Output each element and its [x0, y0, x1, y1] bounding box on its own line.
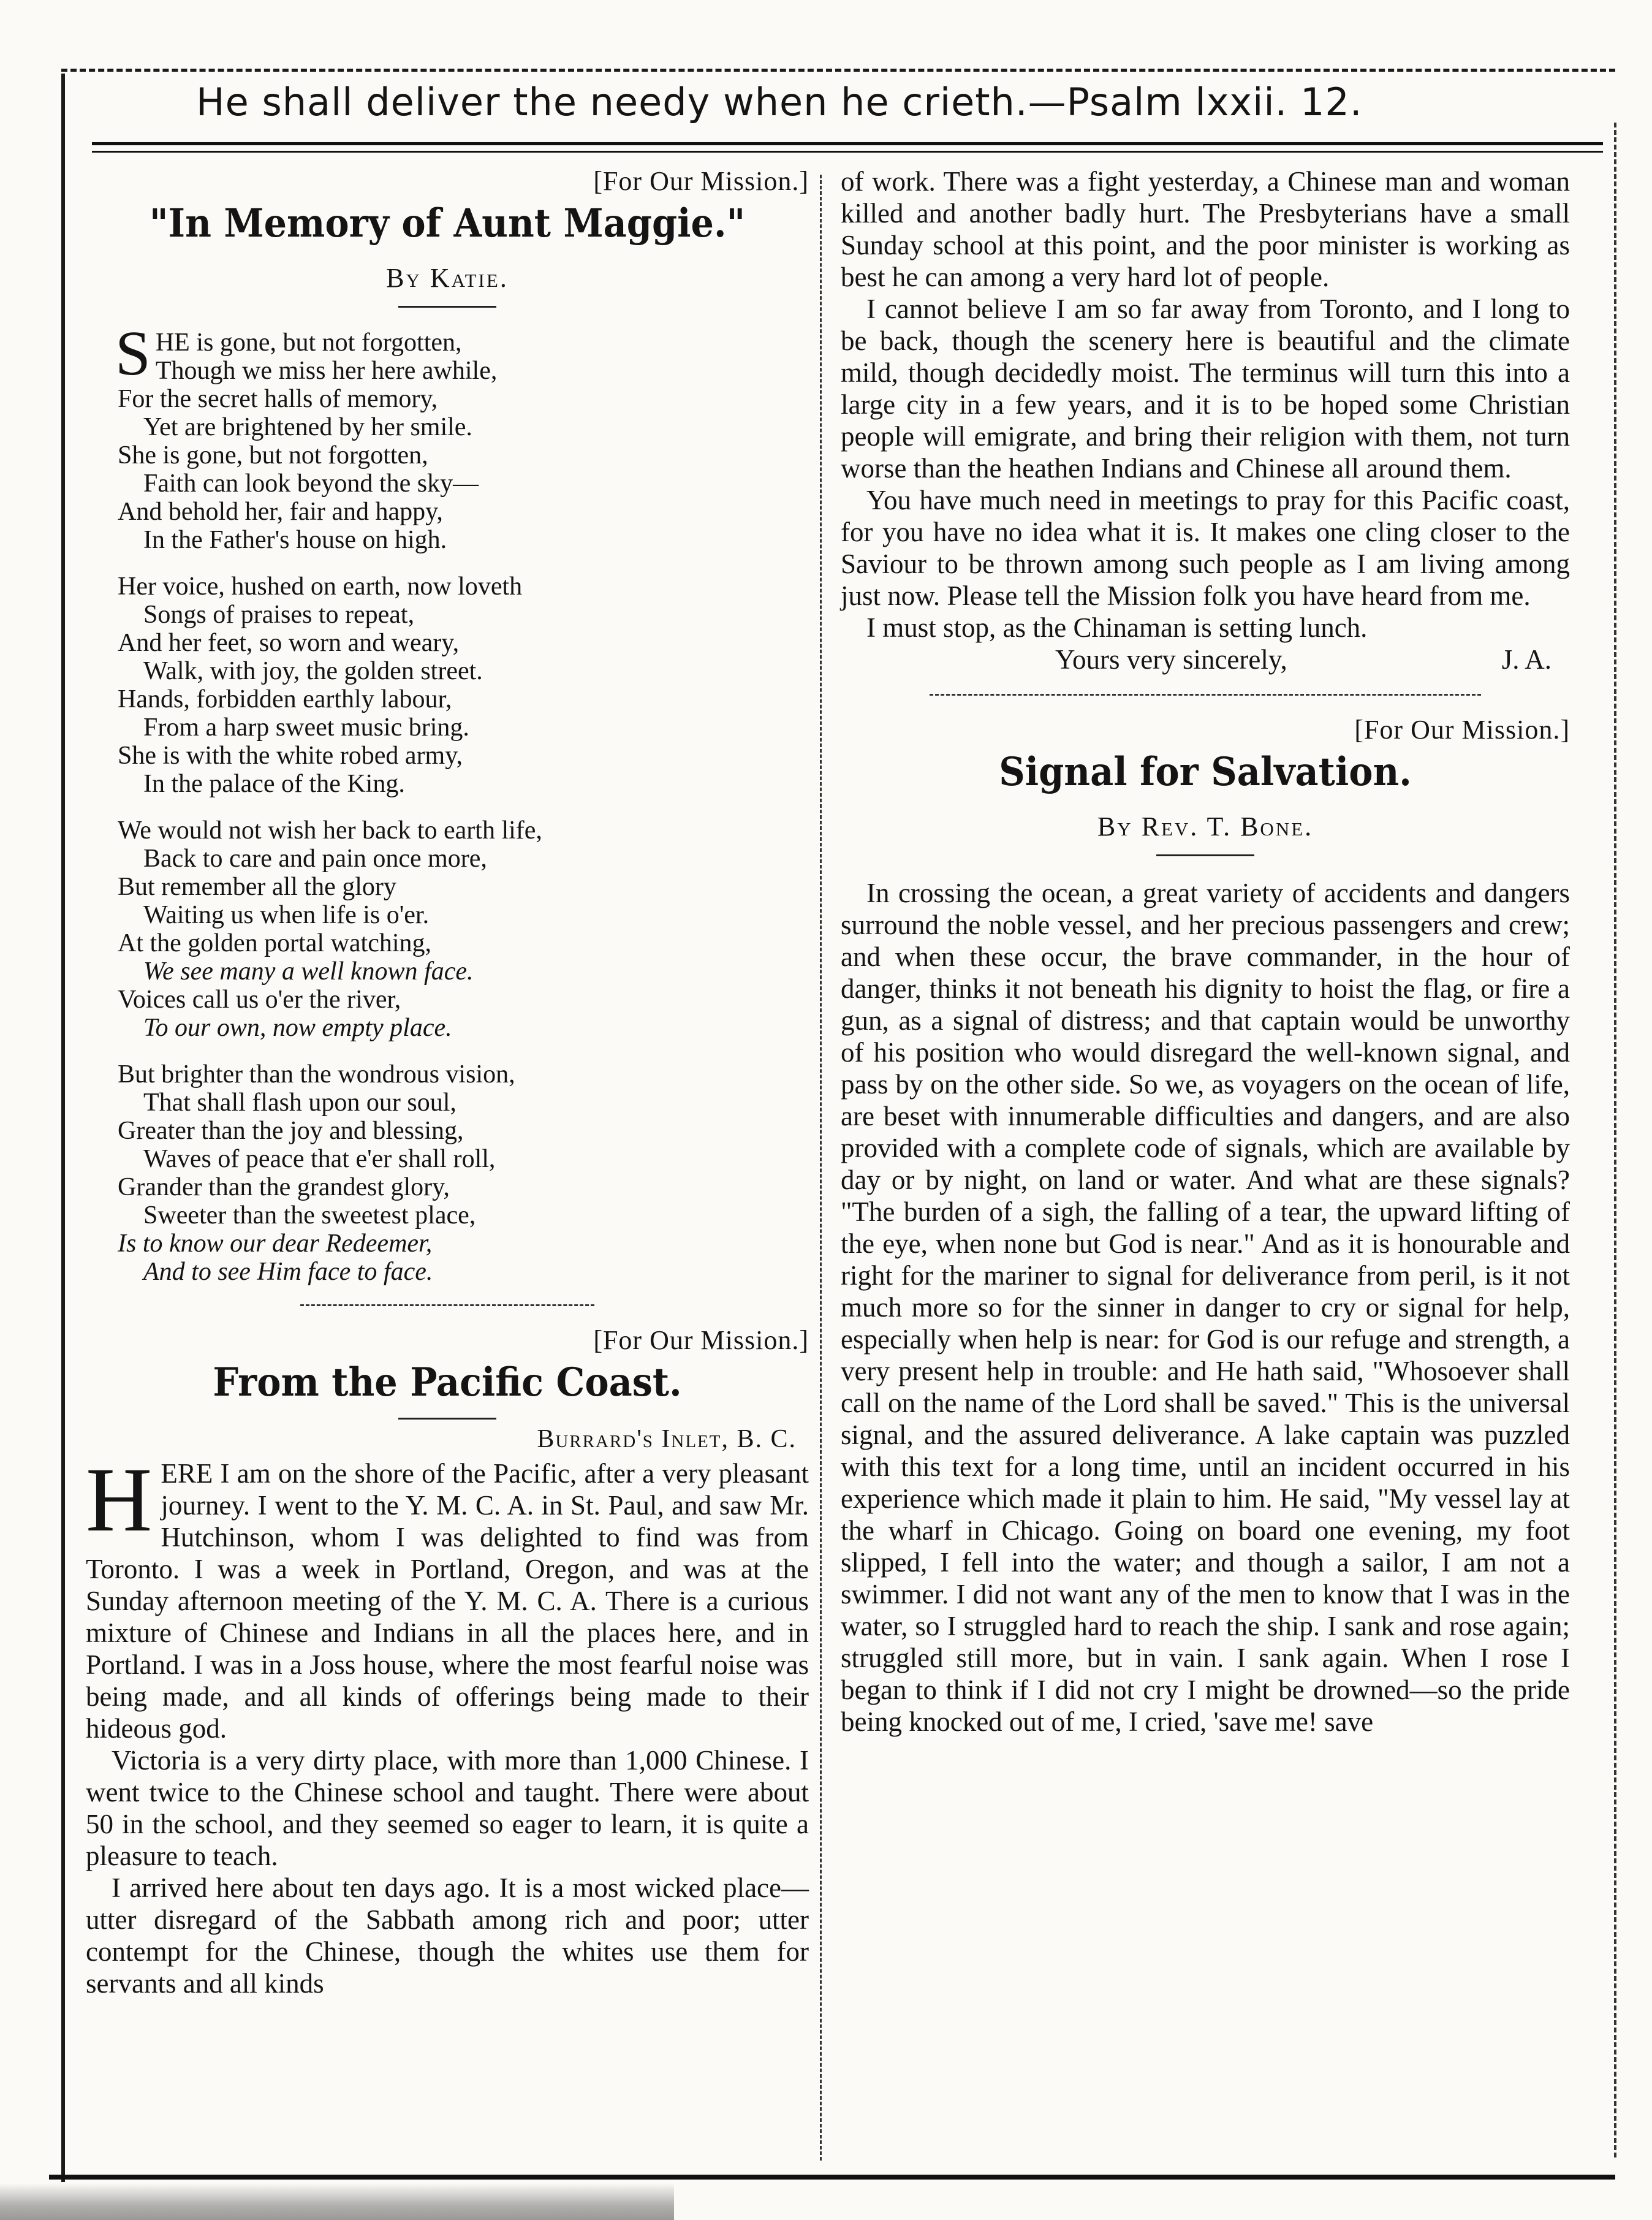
- paragraph: I cannot believe I am so far away from Toronto, and I long to be back, though the scenery here is beautiful and the climate mild, though decidedly moist. The terminus will turn this into a large city in a few years, and it is to be hoped some Christian people will emigrate, and bring their religion with them, not turn worse than the heathen Indians and Chinese all around them.: [841, 294, 1570, 484]
- article-separator: [930, 694, 1481, 696]
- poem-line: Faith can look beyond the sky—: [143, 469, 479, 498]
- poem-line: Greater than the joy and blessing,: [118, 1117, 464, 1145]
- page-border-top: [61, 69, 1615, 72]
- poem-stanza: [118, 572, 809, 798]
- left-column: [86, 165, 809, 1999]
- page-header-verse: He shall deliver the needy when he crieth.—Psalm lxxii. 12.: [196, 80, 1363, 124]
- poem-line: She is with the white robed army,: [118, 742, 463, 770]
- dateline: Burrard's Inlet, B. C.: [537, 1425, 797, 1453]
- poem-line: But remember all the glory: [118, 873, 396, 901]
- pacific-title: From the Pacific Coast.: [213, 1359, 682, 1405]
- paragraph: I must stop, as the Chinaman is setting lunch.: [866, 612, 1368, 643]
- byline-rule: [398, 306, 496, 308]
- pacific-continued-body: [841, 165, 1570, 644]
- letter-signoff: [1055, 644, 1552, 675]
- paragraph: In crossing the ocean, a great variety of accidents and dangers surround the noble vessel, and her precious passengers and crew; and when these occur, the brave commander, in the hour of danger, thinks it not beneath his dignity to hoist the flag, or fire a gun, as a signal of distress; and that captain would be unworthy of his position who would disregard the well-known signal, and pass by on the other side. So we, as voyagers on the ocean of life, are beset with innumerable difficulties and dangers, and are also provided with a complete code of signals, which are available by day or by night, on land or water. And what are these signals? "The burden of a sigh, the falling of a tear, the upward lifting of the eye, when none but God is near." And as it is honourable and right for the mariner to signal for deliverance from peril, is it not much more so for the sinner in danger to cry or signal for help, especially when help is near: for God is our refuge and strength, a very present help in trouble: and He hath said, "Whosoever shall call on the name of the Lord shall be saved." This is the universal signal, and the assured deliverance. A lake captain was puzzled with this text for a long time, until an incident occurred in his experience which made it plain to him. He said, "My vessel lay at the wharf in Chicago. Going on board one evening, my foot slipped, I fell into the water; and though a sailor, I am not a swimmer. I did not want any of the men to know that I was in the water, so I struggled hard to reach the ship. I sank and rose again; struggled still more, but in vain. I sank again. When I rose I began to think if I did not cry I might be drowned—so the pride being knocked out of me, I cried, 'save me! save: [841, 878, 1570, 1737]
- signal-title: Signal for Salvation.: [999, 749, 1412, 795]
- signal-byline: By Rev. T. Bone.: [1097, 812, 1314, 842]
- poem-line: We would not wish her back to earth life,: [118, 816, 542, 845]
- pacific-article: [86, 1325, 809, 1999]
- paragraph: of work. There was a fight yesterday, a Chinese man and woman killed and another badly hurt. The Presbyterians have a small Sunday school at this point, and the poor minister is working as best he can among a very hard lot of people.: [841, 166, 1570, 292]
- page-border-right: [1614, 123, 1616, 2157]
- poem-line: In the palace of the King.: [143, 770, 405, 798]
- poem-article: [86, 165, 809, 1286]
- poem-line: HE is gone, but not forgotten,: [155, 329, 462, 357]
- pacific-body: [86, 1449, 809, 1999]
- poem-line: Is to know our dear Redeemer,: [118, 1230, 433, 1258]
- header-rule-thin: [92, 151, 1603, 153]
- poem-byline: By Katie.: [386, 263, 509, 293]
- header-rule-thick: [92, 142, 1603, 145]
- poem-line: And to see Him face to face.: [143, 1258, 433, 1286]
- poem-line: Her voice, hushed on earth, now loveth: [118, 572, 523, 601]
- paragraph: HERE I am on the shore of the Pacific, after a very pleasant journey. I went to the Y. M. C. A. in St. Paul, and saw Mr. Hutchinson, whom I was delighted to find was from Toronto. I was a week in Portland, Oregon, and was at the Sunday afternoon meeting of the Y. M. C. A. There is a curious mixture of Chinese and Indians in all the places here, and in Portland. I was in a Joss house, where the most fearful noise was being made, and all kinds of offerings being made to their hideous god.: [86, 1449, 809, 1744]
- poem-line: In the Father's house on high.: [143, 526, 447, 554]
- byline-rule: [1156, 854, 1254, 856]
- drop-cap: H: [86, 1449, 153, 1551]
- poem-line: For the secret halls of memory,: [118, 385, 438, 413]
- poem-line: Walk, with joy, the golden street.: [143, 657, 483, 685]
- drop-cap: S: [115, 318, 151, 389]
- article-separator: [300, 1304, 594, 1306]
- article-tag: [For Our Mission.]: [1354, 715, 1570, 745]
- poem-line: Waiting us when life is o'er.: [143, 901, 430, 929]
- poem-line: But brighter than the wondrous vision,: [118, 1060, 515, 1089]
- poem-line: At the golden portal watching,: [118, 929, 432, 957]
- signal-body: [841, 877, 1570, 1738]
- poem-line: That shall flash upon our soul,: [143, 1089, 457, 1117]
- pacific-continued: [841, 165, 1570, 675]
- scan-shadow: [0, 2183, 674, 2220]
- signal-article: [841, 714, 1570, 1738]
- poem-line: Back to care and pain once more,: [143, 845, 487, 873]
- right-column: [841, 165, 1570, 1738]
- poem-line: Songs of praises to repeat,: [143, 601, 415, 629]
- poem-stanza: [115, 318, 809, 554]
- poem-line: We see many a well known face.: [143, 957, 474, 986]
- page-border-bottom: [49, 2175, 1615, 2180]
- poem-stanza: [118, 1060, 809, 1286]
- title-rule: [398, 1418, 496, 1420]
- poem-body: [115, 318, 809, 1286]
- poem-stanza: [118, 816, 809, 1042]
- page-border-left: [61, 74, 65, 2182]
- article-tag: [For Our Mission.]: [593, 166, 809, 196]
- column-divider: [820, 175, 822, 2161]
- poem-title: "In Memory of Aunt Maggie.": [149, 200, 746, 246]
- poem-line: She is gone, but not forgotten,: [118, 441, 428, 469]
- poem-line: Hands, forbidden earthly labour,: [118, 685, 452, 713]
- poem-line: Sweeter than the sweetest place,: [143, 1201, 476, 1230]
- initials: J. A.: [1501, 644, 1552, 675]
- article-tag: [For Our Mission.]: [593, 1325, 809, 1355]
- poem-line: Grander than the grandest glory,: [118, 1173, 450, 1201]
- poem-line: To our own, now empty place.: [143, 1014, 452, 1042]
- paragraph: Victoria is a very dirty place, with more than 1,000 Chinese. I went twice to the Chinese school and taught. There were about 50 in the school, and they seemed so eager to learn, it is quite a pleasure to teach.: [86, 1745, 809, 1871]
- closing: Yours very sincerely,: [1055, 644, 1287, 675]
- paragraph: You have much need in meetings to pray for this Pacific coast, for you have no idea what it is. It makes one cling closer to the Saviour to be thrown among such people as I am living among just now. Please tell the Mission folk you have heard from me.: [841, 485, 1570, 611]
- poem-line: And her feet, so worn and weary,: [118, 629, 460, 657]
- poem-line: And behold her, fair and happy,: [118, 498, 443, 526]
- poem-line: Though we miss her here awhile,: [155, 357, 498, 385]
- paragraph: I arrived here about ten days ago. It is a most wicked place—utter disregard of the Sabbath among rich and poor; utter contempt for the Chinese, though the whites use them for servants and all kinds: [86, 1872, 809, 1999]
- poem-line: Yet are brightened by her smile.: [143, 413, 472, 441]
- poem-line: From a harp sweet music bring.: [143, 713, 469, 742]
- poem-line: Voices call us o'er the river,: [118, 986, 401, 1014]
- poem-line: Waves of peace that e'er shall roll,: [143, 1145, 496, 1173]
